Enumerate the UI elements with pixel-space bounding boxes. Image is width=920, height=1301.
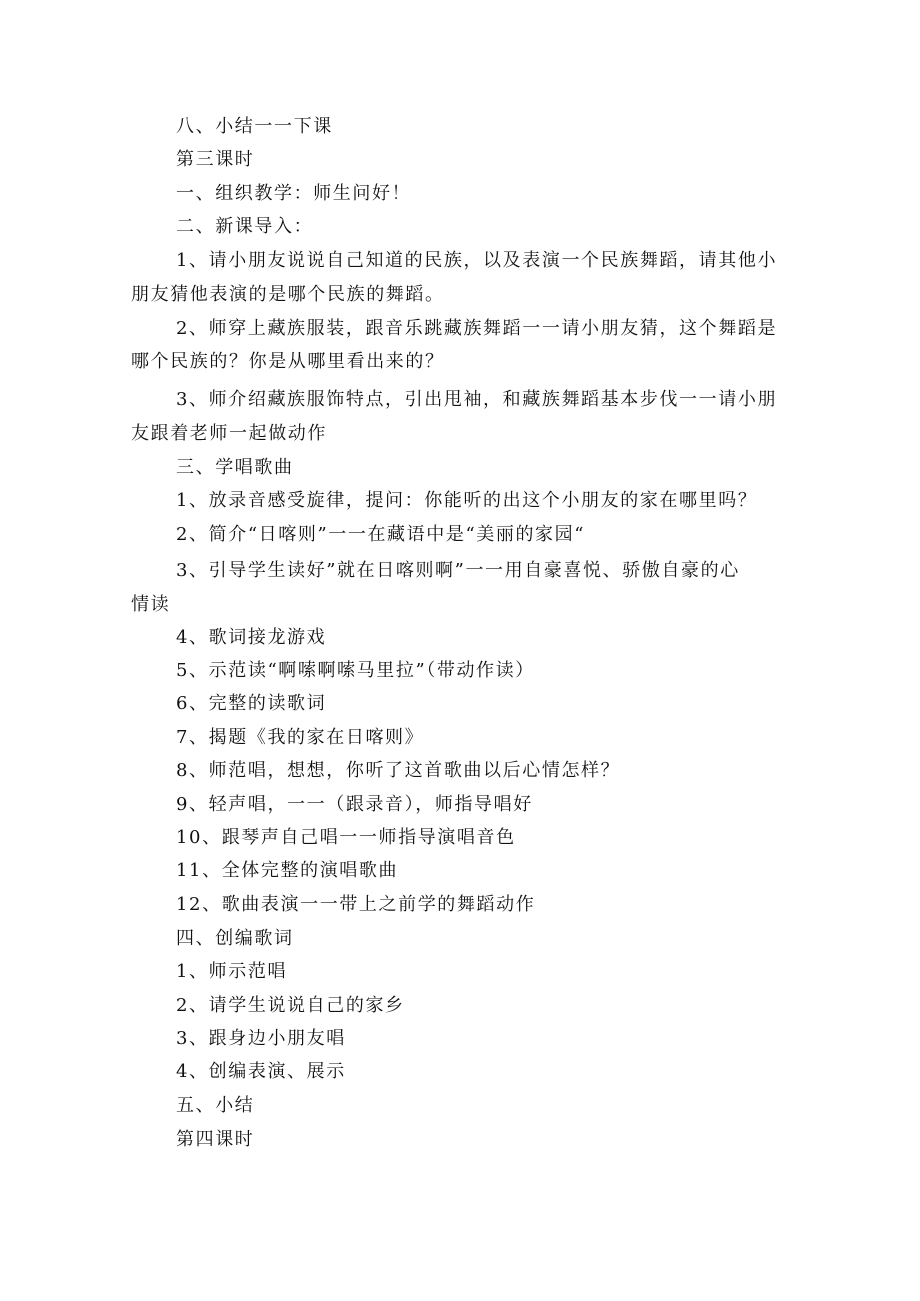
intro-step-1-cont: 朋友猜他表演的是哪个民族的舞蹈。 bbox=[131, 284, 445, 305]
song-step-3-cont: 情读 bbox=[131, 594, 171, 615]
song-step-10: 10、跟琴声自己唱一一师指导演唱音色 bbox=[176, 827, 516, 848]
intro-step-1: 1、请小朋友说说自己知道的民族，以及表演一个民族舞蹈，请其他小 bbox=[176, 250, 778, 271]
intro-step-2: 2、师穿上藏族服装，跟音乐跳藏族舞蹈一一请小朋友猜，这个舞蹈是 bbox=[176, 318, 778, 339]
section-5-summary: 五、小结 bbox=[176, 1095, 255, 1116]
song-step-11: 11、全体完整的演唱歌曲 bbox=[176, 860, 399, 881]
song-step-3: 3、引导学生读好”就在日喀则啊”一一用自豪喜悦、骄傲自豪的心 bbox=[176, 560, 740, 581]
create-step-4: 4、创编表演、展示 bbox=[176, 1061, 346, 1082]
intro-step-3: 3、师介绍藏族服饰特点，引出甩袖，和藏族舞蹈基本步伐一一请小朋 bbox=[176, 389, 778, 410]
section-3-learn-song: 三、学唱歌曲 bbox=[176, 457, 294, 478]
heading-lesson-3: 第三课时 bbox=[176, 149, 255, 170]
section-1-organize: 一、组织教学：师生问好！ bbox=[176, 183, 412, 204]
create-step-3: 3、跟身边小朋友唱 bbox=[176, 1028, 346, 1049]
song-step-1: 1、放录音感受旋律，提问：你能听的出这个小朋友的家在哪里吗？ bbox=[176, 490, 758, 511]
song-step-5: 5、示范读“啊嗦啊嗦马里拉”（带动作读） bbox=[176, 660, 535, 681]
song-step-12: 12、歌曲表演一一带上之前学的舞蹈动作 bbox=[176, 894, 536, 915]
create-step-2: 2、请学生说说自己的家乡 bbox=[176, 995, 405, 1016]
intro-step-3-cont: 友跟着老师一起做动作 bbox=[131, 423, 327, 444]
heading-summary-end: 八、小结一一下课 bbox=[176, 116, 333, 137]
song-step-2: 2、简介“日喀则”一一在藏语中是“美丽的家园“ bbox=[176, 524, 586, 545]
song-step-9: 9、轻声唱，一一（跟录音），师指导唱好 bbox=[176, 794, 533, 815]
section-2-intro: 二、新课导入： bbox=[176, 216, 314, 237]
song-step-4: 4、歌词接龙游戏 bbox=[176, 627, 327, 648]
intro-step-2-cont: 哪个民族的？你是从哪里看出来的？ bbox=[131, 351, 445, 372]
song-step-7: 7、揭题《我的家在日喀则》 bbox=[176, 727, 425, 748]
section-4-create-lyrics: 四、创编歌词 bbox=[176, 928, 294, 949]
song-step-8: 8、师范唱，想想，你听了这首歌曲以后心情怎样？ bbox=[176, 760, 621, 781]
create-step-1: 1、师示范唱 bbox=[176, 961, 288, 982]
song-step-6: 6、完整的读歌词 bbox=[176, 693, 327, 714]
heading-lesson-4: 第四课时 bbox=[176, 1129, 255, 1150]
